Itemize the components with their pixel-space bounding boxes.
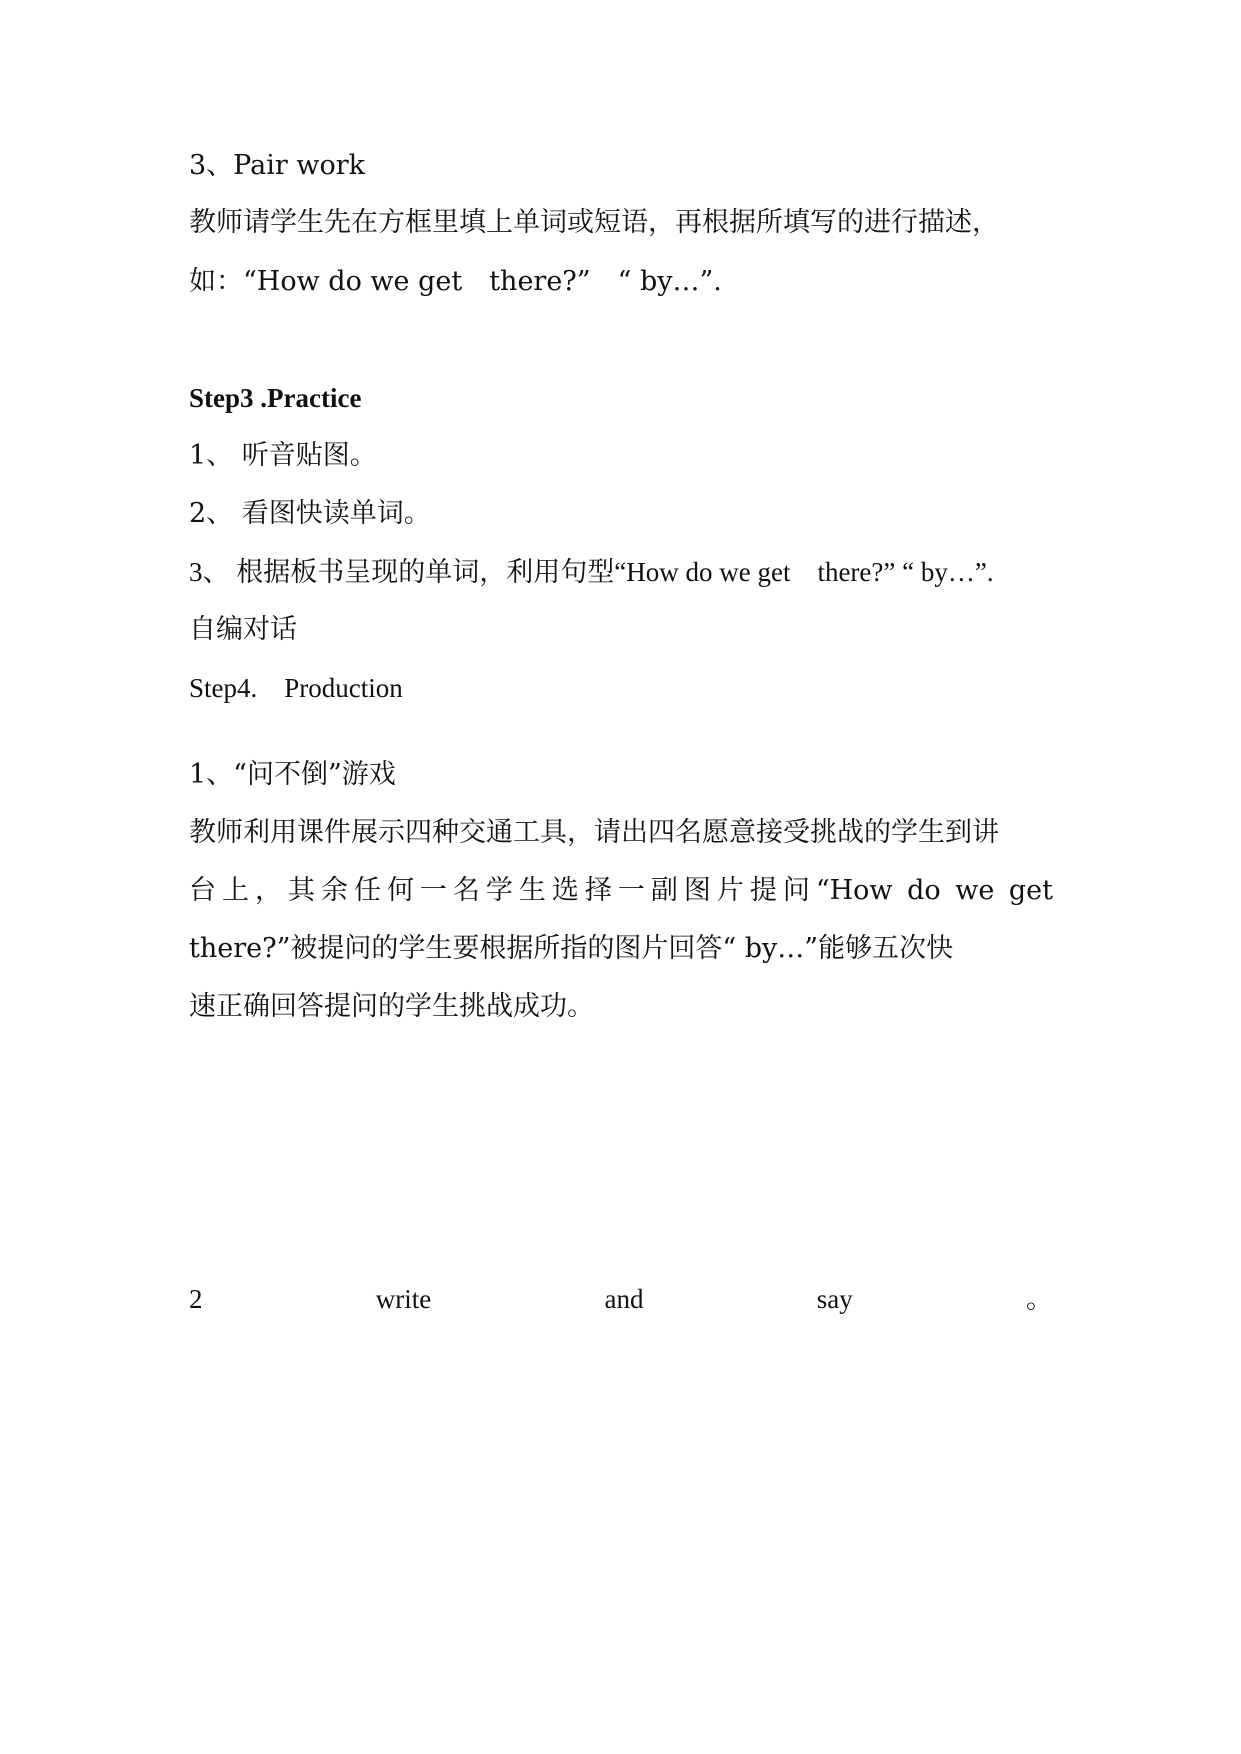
step3-item-3-line-2: 自编对话 — [189, 614, 297, 645]
step4-paragraph-line-1: 教师利用课件展示四种交通工具，请出四名愿意接受挑战的学生到讲 — [189, 817, 999, 848]
step3-item-2: 2、 看图快读单词。 — [189, 498, 431, 529]
step3-heading: Step3 .Practice — [189, 383, 362, 413]
step4-paragraph-line-2: 台上，其余任何一名学生选择一副图片提问“How do we get — [189, 875, 1053, 906]
step4-paragraph-line-3: there?”被提问的学生要根据所指的图片回答“ by…”能够五次快 — [189, 933, 954, 964]
step3-item-3-line-1: 3、 根据板书呈现的单词，利用句型“How do we get there?” “ by…”. — [189, 557, 994, 587]
pair-work-instruction-line-1: 教师请学生先在方框里填上单词或短语，再根据所填写的进行描述， — [189, 207, 999, 238]
pair-work-heading: 3、Pair work — [189, 150, 365, 181]
item-2-word-write: write — [375, 1284, 432, 1314]
step4-heading: Step4. Production — [189, 673, 403, 703]
step4-item-1-title: 1、“问不倒”游戏 — [189, 759, 396, 790]
pair-work-instruction-line-2: 如：“How do we get there?” “ by…”. — [189, 266, 722, 297]
step4-paragraph-line-4: 速正确回答提问的学生挑战成功。 — [189, 991, 594, 1022]
item-2-number: 2 — [189, 1284, 203, 1314]
item-2-word-say: say — [816, 1284, 853, 1314]
item-2-period: 。 — [1025, 1284, 1053, 1314]
step4-item-2-row — [189, 1281, 1053, 1317]
step3-item-1: 1、 听音贴图。 — [189, 440, 377, 471]
item-2-word-and: and — [604, 1284, 644, 1314]
